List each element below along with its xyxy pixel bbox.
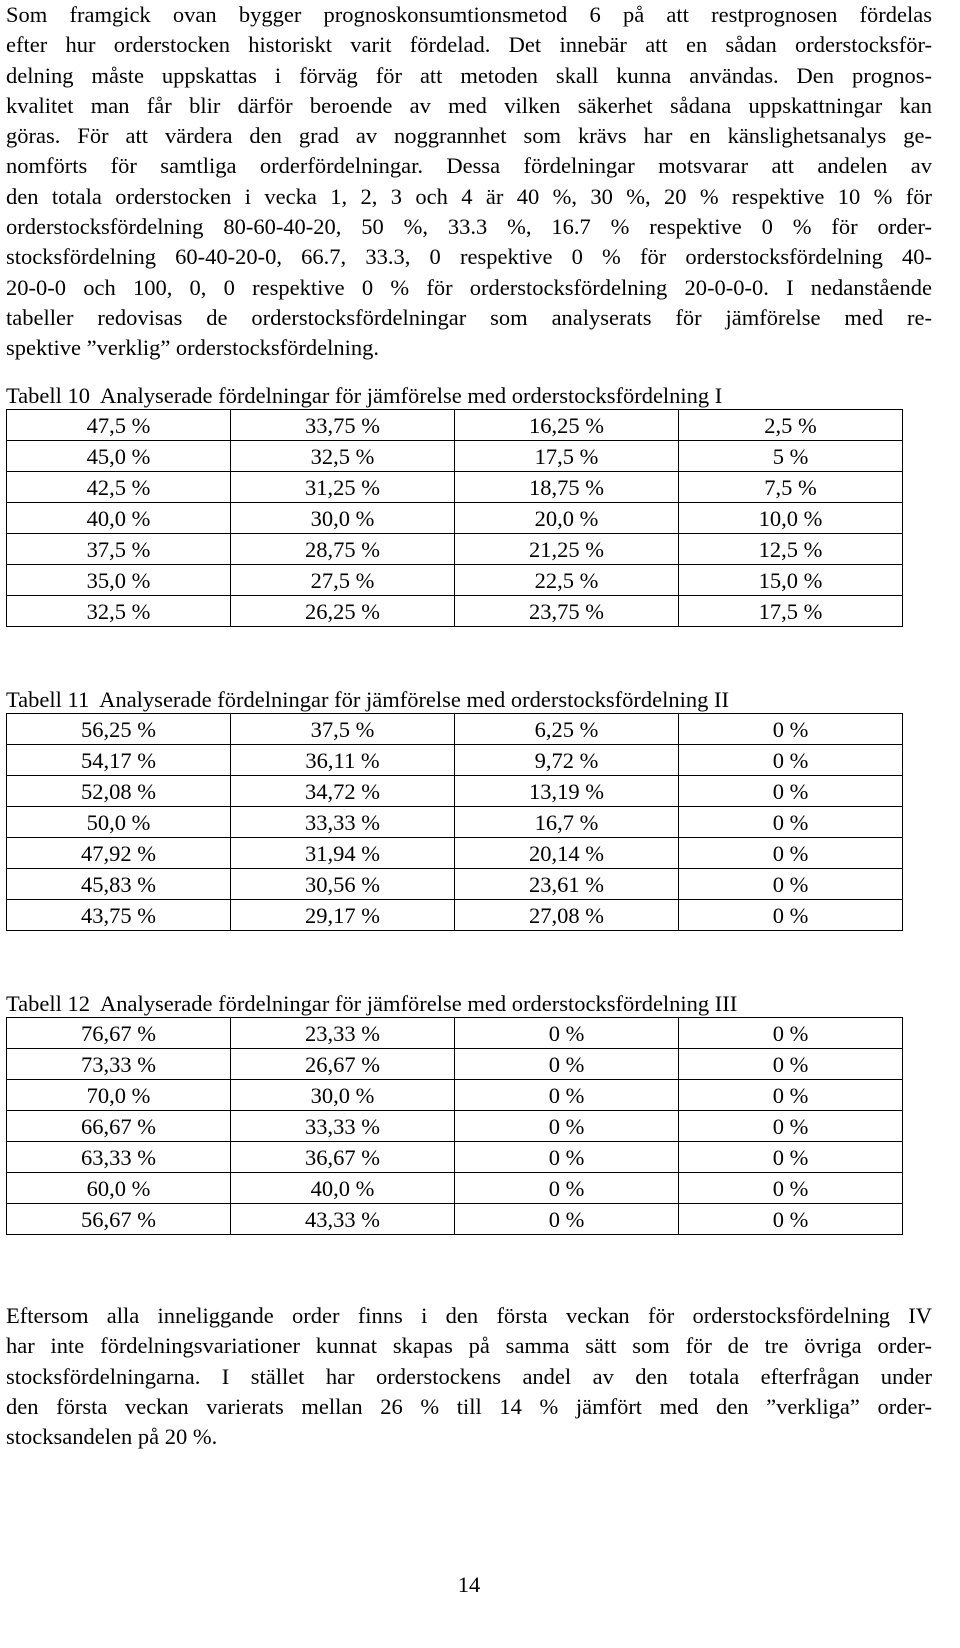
distribution-table [6, 409, 903, 627]
text-line: kvalitet man får blir därför beroende av med vilken säkerhet sådana uppskattningar kan [6, 92, 932, 118]
table-cell: 16,25 % [455, 410, 679, 441]
table-cell: 63,33 % [7, 1142, 231, 1173]
table-cell: 30,56 % [231, 869, 455, 900]
table-cell: 0 % [455, 1173, 679, 1204]
table-cell: 66,67 % [7, 1111, 231, 1142]
table-cell: 70,0 % [7, 1080, 231, 1111]
table-cell: 30,0 % [231, 503, 455, 534]
table-cell: 56,67 % [7, 1204, 231, 1235]
table-cell: 20,14 % [455, 838, 679, 869]
table-cell: 54,17 % [7, 745, 231, 776]
table-cell: 37,5 % [7, 534, 231, 565]
table-cell: 0 % [679, 1018, 903, 1049]
outro-paragraph [6, 1301, 932, 1452]
table-row [7, 1018, 903, 1049]
table-cell: 33,33 % [231, 1111, 455, 1142]
table-cell: 29,17 % [231, 900, 455, 931]
table-row [7, 1142, 903, 1173]
text-line: den totala orderstocken i vecka 1, 2, 3 och 4 är 40 %, 30 %, 20 % respektive 10 % för [6, 183, 932, 209]
table-row [7, 745, 903, 776]
table-row [7, 869, 903, 900]
table-cell: 0 % [679, 900, 903, 931]
table-cell: 10,0 % [679, 503, 903, 534]
table-cell: 0 % [679, 1111, 903, 1142]
table-cell: 52,08 % [7, 776, 231, 807]
table-row [7, 1080, 903, 1111]
table-cell: 60,0 % [7, 1173, 231, 1204]
text-line: tabeller redovisas de orderstocksfördelningar som analyserats för jämförelse med re- [6, 304, 932, 330]
table-cell: 37,5 % [231, 714, 455, 745]
distribution-table [6, 1017, 903, 1235]
text-line: har inte fördelningsvariationer kunnat skapas på samma sätt som för de tre övriga order- [6, 1333, 932, 1359]
table-cell: 31,25 % [231, 472, 455, 503]
table-cell: 47,5 % [7, 410, 231, 441]
table-cell: 34,72 % [231, 776, 455, 807]
table-cell: 0 % [679, 838, 903, 869]
table-cell: 0 % [679, 1142, 903, 1173]
table-row [7, 596, 903, 627]
table-cell: 0 % [455, 1080, 679, 1111]
table-cell: 31,94 % [231, 838, 455, 869]
table-cell: 0 % [679, 1080, 903, 1111]
table-cell: 40,0 % [231, 1173, 455, 1204]
table-row [7, 410, 903, 441]
table-cell: 0 % [679, 714, 903, 745]
table-cell: 33,33 % [231, 807, 455, 838]
text-line: göras. För att värdera den grad av noggrannhet som krävs har en känslighetsanalys ge- [6, 123, 932, 149]
text-line: stocksfördelning 60-40-20-0, 66.7, 33.3, 0 respektive 0 % för orderstocksfördelning 40- [6, 244, 932, 270]
table-cell: 2,5 % [679, 410, 903, 441]
text-line: den första veckan varierats mellan 26 % till 14 % jämfört med den ”verkliga” order- [6, 1393, 932, 1419]
text-line: spektive ”verklig” orderstocksfördelning. [6, 335, 380, 361]
table-cell: 7,5 % [679, 472, 903, 503]
table-cell: 36,11 % [231, 745, 455, 776]
table-cell: 27,08 % [455, 900, 679, 931]
table-row [7, 776, 903, 807]
table-cell: 0 % [679, 776, 903, 807]
table-cell: 0 % [455, 1142, 679, 1173]
table-cell: 40,0 % [7, 503, 231, 534]
table-caption: Tabell 12 Analyserade fördelningar för jämförelse med orderstocksfördelning III [6, 991, 738, 1016]
table-cell: 0 % [455, 1111, 679, 1142]
table-cell: 47,92 % [7, 838, 231, 869]
table-cell: 45,83 % [7, 869, 231, 900]
table-cell: 0 % [455, 1018, 679, 1049]
text-line: stocksfördelningarna. I stället har orderstockens andel av den totala efterfrågan under [6, 1363, 932, 1389]
table-cell: 0 % [455, 1049, 679, 1080]
table-cell: 43,75 % [7, 900, 231, 931]
table-cell: 73,33 % [7, 1049, 231, 1080]
table-cell: 0 % [679, 807, 903, 838]
table-row [7, 1049, 903, 1080]
distribution-table [6, 713, 903, 931]
table-cell: 26,25 % [231, 596, 455, 627]
table-row [7, 1204, 903, 1235]
table-cell: 17,5 % [455, 441, 679, 472]
page-number: 14 [457, 1572, 481, 1597]
table-row [7, 441, 903, 472]
intro-paragraph [6, 0, 932, 364]
table-cell: 22,5 % [455, 565, 679, 596]
table-cell: 23,61 % [455, 869, 679, 900]
table-row [7, 565, 903, 596]
table-cell: 0 % [455, 1204, 679, 1235]
text-line: efter hur orderstocken historiskt varit fördelad. Det innebär att en sådan orderstocksför- [6, 32, 932, 58]
table-cell: 0 % [679, 1173, 903, 1204]
table-cell: 5 % [679, 441, 903, 472]
table-cell: 27,5 % [231, 565, 455, 596]
table-cell: 12,5 % [679, 534, 903, 565]
table-cell: 21,25 % [455, 534, 679, 565]
table-row [7, 807, 903, 838]
table-row [7, 1173, 903, 1204]
table-cell: 0 % [679, 869, 903, 900]
table-row [7, 472, 903, 503]
table-cell: 35,0 % [7, 565, 231, 596]
table-cell: 0 % [679, 1049, 903, 1080]
table-cell: 13,19 % [455, 776, 679, 807]
table-cell: 33,75 % [231, 410, 455, 441]
table-row [7, 838, 903, 869]
table-cell: 30,0 % [231, 1080, 455, 1111]
table-cell: 0 % [679, 745, 903, 776]
table-cell: 50,0 % [7, 807, 231, 838]
table-cell: 56,25 % [7, 714, 231, 745]
table-cell: 0 % [679, 1204, 903, 1235]
table-cell: 16,7 % [455, 807, 679, 838]
table-cell: 23,33 % [231, 1018, 455, 1049]
table-cell: 42,5 % [7, 472, 231, 503]
text-line: Som framgick ovan bygger prognoskonsumtionsmetod 6 på att restprognosen fördelas [6, 2, 932, 27]
table-row [7, 503, 903, 534]
table-cell: 36,67 % [231, 1142, 455, 1173]
text-line: delning måste uppskattas i förväg för att metoden skall kunna användas. Den prognos- [6, 62, 932, 88]
table-cell: 15,0 % [679, 565, 903, 596]
table-cell: 6,25 % [455, 714, 679, 745]
table-row [7, 714, 903, 745]
table-cell: 45,0 % [7, 441, 231, 472]
text-line: orderstocksfördelning 80-60-40-20, 50 %, 33.3 %, 16.7 % respektive 0 % för order- [6, 214, 932, 240]
table-row [7, 900, 903, 931]
table-cell: 43,33 % [231, 1204, 455, 1235]
table-caption: Tabell 11 Analyserade fördelningar för jämförelse med orderstocksfördelning II [6, 687, 729, 712]
table-cell: 26,67 % [231, 1049, 455, 1080]
table-cell: 17,5 % [679, 596, 903, 627]
text-line: nomförts för samtliga orderfördelningar. Dessa fördelningar motsvarar att andelen av [6, 153, 932, 179]
table-cell: 18,75 % [455, 472, 679, 503]
text-line: stocksandelen på 20 %. [6, 1424, 218, 1450]
table-row [7, 534, 903, 565]
table-cell: 76,67 % [7, 1018, 231, 1049]
table-row [7, 1111, 903, 1142]
text-line: Eftersom alla inneliggande order finns i den första veckan för orderstocksfördelning IV [6, 1303, 932, 1328]
table-cell: 32,5 % [231, 441, 455, 472]
table-cell: 23,75 % [455, 596, 679, 627]
table-cell: 32,5 % [7, 596, 231, 627]
table-caption: Tabell 10 Analyserade fördelningar för jämförelse med orderstocksfördelning I [6, 383, 723, 408]
table-cell: 20,0 % [455, 503, 679, 534]
table-cell: 9,72 % [455, 745, 679, 776]
text-line: 20-0-0 och 100, 0, 0 respektive 0 % för orderstocksfördelning 20-0-0-0. I nedanstående [6, 274, 932, 300]
table-cell: 28,75 % [231, 534, 455, 565]
